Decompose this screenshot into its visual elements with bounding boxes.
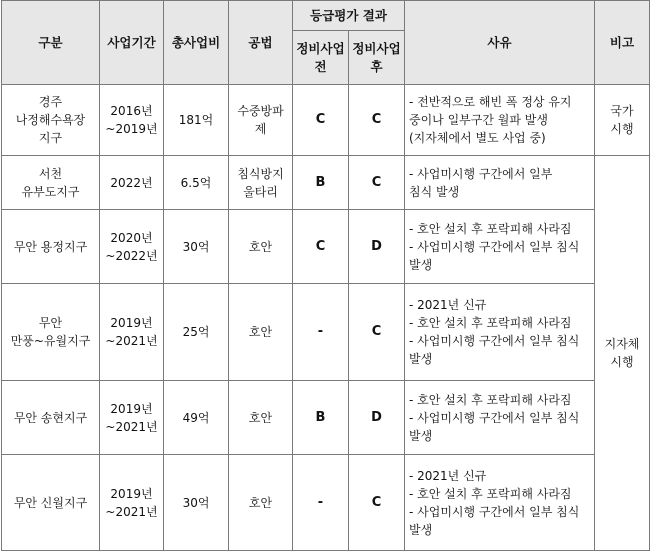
project-period: 2020년 ~2022년 bbox=[100, 210, 164, 284]
grade-after: D bbox=[349, 381, 405, 455]
grade-before: C bbox=[293, 210, 349, 284]
project-cost: 181억 bbox=[164, 85, 229, 156]
project-period: 2022년 bbox=[100, 156, 164, 210]
reason-cell: - 호안 설치 후 포락피해 사라짐 - 사업미시행 구간에서 일부 침식 발생 bbox=[405, 210, 595, 284]
project-cost: 49억 bbox=[164, 381, 229, 455]
grade-after: D bbox=[349, 210, 405, 284]
table-row bbox=[2, 156, 650, 210]
project-period: 2019년 ~2021년 bbox=[100, 455, 164, 551]
reason-cell: - 2021년 신규 - 호안 설치 후 포락피해 사라짐 - 사업미시행 구간에서 일부 침식 발생 bbox=[405, 455, 595, 551]
header-note: 비고 bbox=[595, 1, 650, 85]
project-method: 침식방지 울타리 bbox=[229, 156, 293, 210]
table-row bbox=[2, 210, 650, 284]
grade-before: - bbox=[293, 455, 349, 551]
grade-after: C bbox=[349, 284, 405, 381]
grade-before: - bbox=[293, 284, 349, 381]
project-cost: 30억 bbox=[164, 455, 229, 551]
project-method: 호안 bbox=[229, 210, 293, 284]
header-grade-before: 정비사업 전 bbox=[293, 31, 349, 85]
project-name: 무안 만풍~유월지구 bbox=[2, 284, 100, 381]
project-grade-table bbox=[1, 0, 650, 551]
reason-cell: - 사업미시행 구간에서 일부 침식 발생 bbox=[405, 156, 595, 210]
header-grade-after: 정비사업 후 bbox=[349, 31, 405, 85]
header-period: 사업기간 bbox=[100, 1, 164, 85]
grade-after: C bbox=[349, 85, 405, 156]
project-method: 호안 bbox=[229, 381, 293, 455]
project-method: 수중방파제 bbox=[229, 85, 293, 156]
project-method: 호안 bbox=[229, 455, 293, 551]
table-row bbox=[2, 284, 650, 381]
note-local: 지자체 시행 bbox=[595, 156, 650, 551]
reason-cell: - 2021년 신규 - 호안 설치 후 포락피해 사라짐 - 사업미시행 구간에서 일부 침식 발생 bbox=[405, 284, 595, 381]
header-grade-group: 등급평가 결과 bbox=[293, 1, 405, 31]
header-category: 구분 bbox=[2, 1, 100, 85]
table-row bbox=[2, 381, 650, 455]
project-period: 2019년 ~2021년 bbox=[100, 284, 164, 381]
project-period: 2019년 ~2021년 bbox=[100, 381, 164, 455]
project-period: 2016년 ~2019년 bbox=[100, 85, 164, 156]
note-national: 국가 시행 bbox=[595, 85, 650, 156]
project-name: 무안 용정지구 bbox=[2, 210, 100, 284]
project-cost: 30억 bbox=[164, 210, 229, 284]
grade-before: B bbox=[293, 381, 349, 455]
table-row bbox=[2, 455, 650, 551]
project-name: 무안 송현지구 bbox=[2, 381, 100, 455]
project-name: 서천 유부도지구 bbox=[2, 156, 100, 210]
grade-after: C bbox=[349, 156, 405, 210]
grade-before: C bbox=[293, 85, 349, 156]
header-reason: 사유 bbox=[405, 1, 595, 85]
project-name: 경주 나정해수욕장 지구 bbox=[2, 85, 100, 156]
header-method: 공법 bbox=[229, 1, 293, 85]
grade-after: C bbox=[349, 455, 405, 551]
project-method: 호안 bbox=[229, 284, 293, 381]
grade-before: B bbox=[293, 156, 349, 210]
project-cost: 25억 bbox=[164, 284, 229, 381]
header-cost: 총사업비 bbox=[164, 1, 229, 85]
table-row bbox=[2, 85, 650, 156]
reason-cell: - 호안 설치 후 포락피해 사라짐 - 사업미시행 구간에서 일부 침식 발생 bbox=[405, 381, 595, 455]
project-name: 무안 신월지구 bbox=[2, 455, 100, 551]
project-cost: 6.5억 bbox=[164, 156, 229, 210]
reason-cell: - 전반적으로 해빈 폭 정상 유지 중이나 일부구간 월파 발생 (지자체에서 별도 사업 중) bbox=[405, 85, 595, 156]
